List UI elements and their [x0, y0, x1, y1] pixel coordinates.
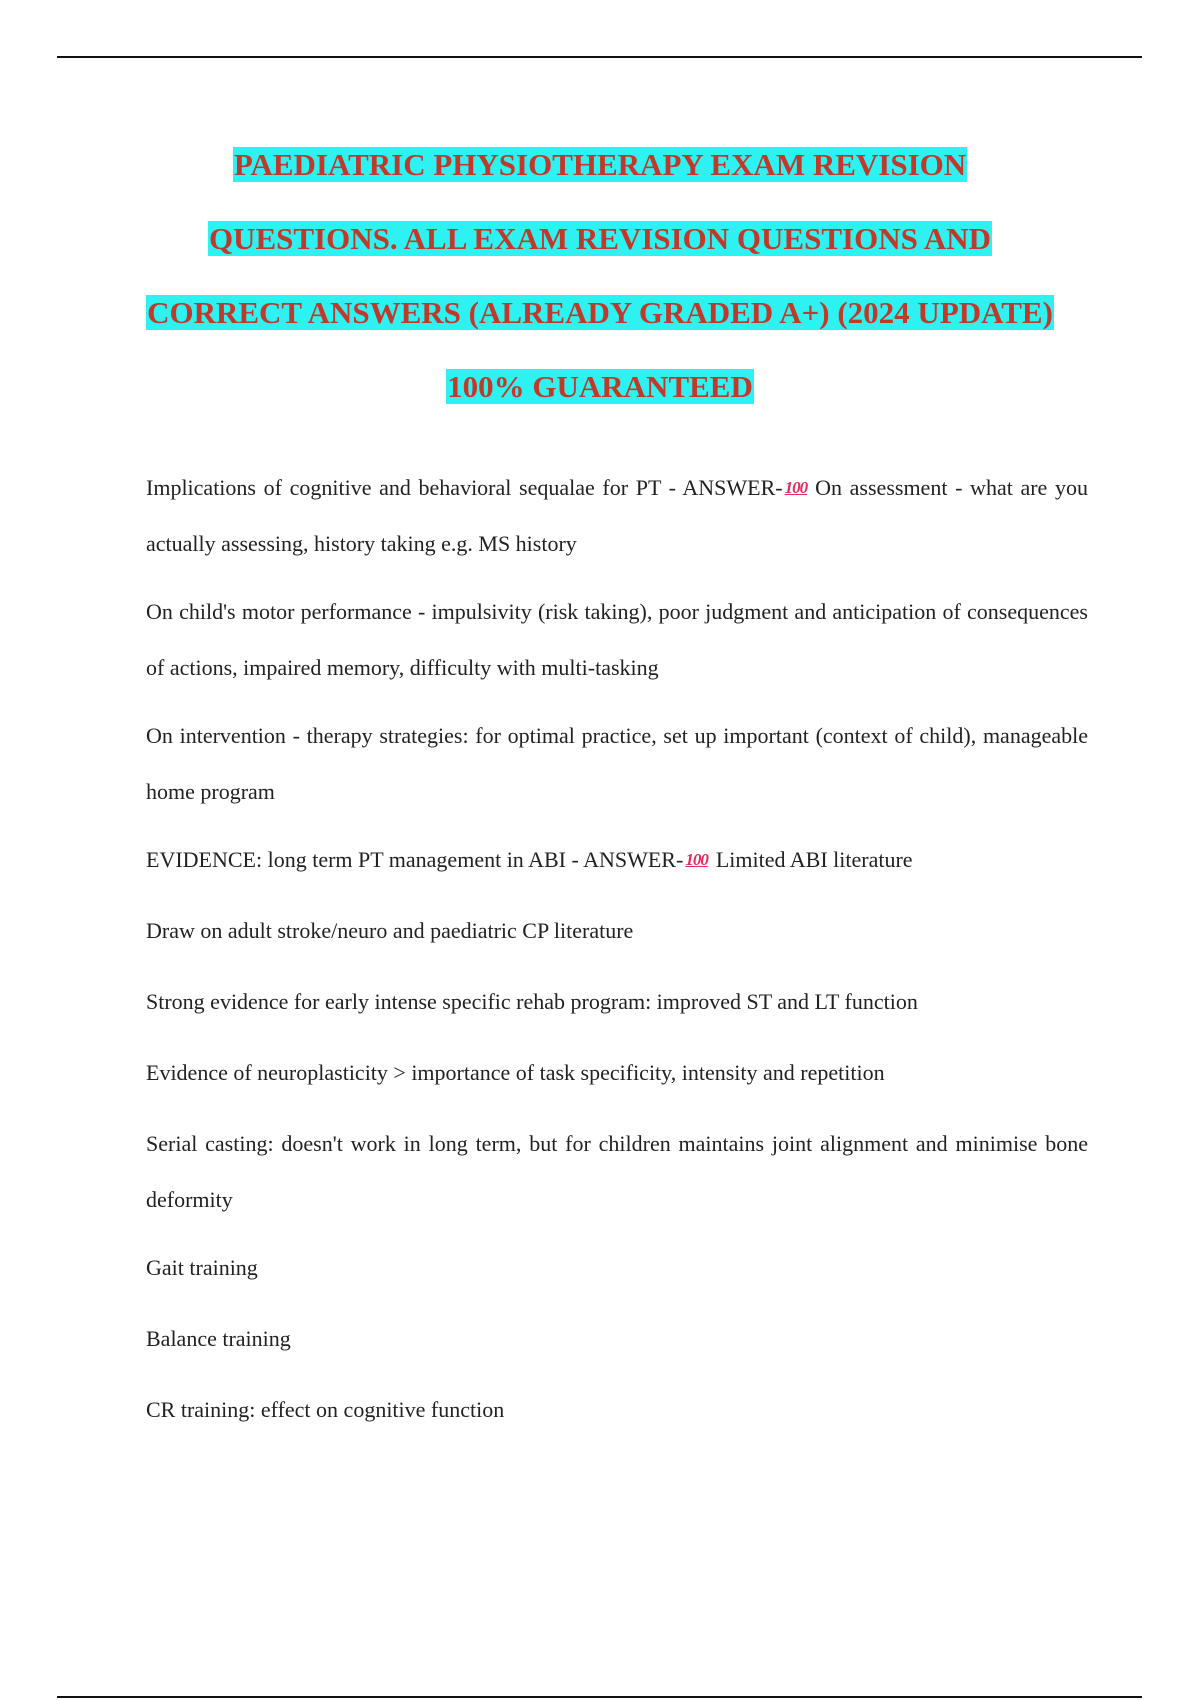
hundred-points-icon: 100: [685, 850, 708, 869]
body-paragraph: Draw on adult stroke/neuro and paediatric CP literature: [146, 918, 634, 943]
document-body: [146, 460, 1088, 1453]
body-paragraph: Balance training: [146, 1326, 291, 1351]
body-paragraph: Serial casting: doesn't work in long term, but for children maintains joint alignment and minimise bone deformity: [146, 1131, 1088, 1212]
answer-text: Limited ABI literature: [715, 847, 913, 872]
title-line-1-text: PAEDIATRIC PHYSIOTHERAPY EXAM REVISION: [233, 147, 967, 182]
question-text: Implications of cognitive and behavioral sequalae for PT - ANSWER-: [146, 475, 783, 500]
title-line-3: [120, 290, 1080, 364]
qa-paragraph: [146, 460, 1088, 572]
answer-text: On assessment - what are you actually assessing, history taking e.g. MS history: [146, 475, 1088, 556]
title-line-1: [120, 142, 1080, 216]
body-paragraph: On child's motor performance - impulsivity (risk taking), poor judgment and anticipation of consequences of actions, impaired memory, difficulty with multi-tasking: [146, 599, 1088, 680]
title-line-4: [120, 364, 1080, 438]
bottom-divider: [57, 1696, 1142, 1698]
body-paragraph: On intervention - therapy strategies: for optimal practice, set up important (context of child), manageable home program: [146, 723, 1088, 804]
body-paragraph: Strong evidence for early intense specific rehab program: improved ST and LT function: [146, 989, 918, 1014]
hundred-points-icon: 100: [784, 478, 808, 497]
title-line-4-text: 100% GUARANTEED: [447, 369, 753, 404]
body-paragraph: CR training: effect on cognitive function: [146, 1397, 505, 1422]
title-line-2-text: QUESTIONS. ALL EXAM REVISION QUESTIONS AND: [208, 221, 992, 256]
body-paragraph: Evidence of neuroplasticity > importance of task specificity, intensity and repetition: [146, 1060, 885, 1085]
qa-paragraph: [146, 832, 1088, 888]
question-text: EVIDENCE: long term PT management in ABI - ANSWER-: [146, 847, 684, 872]
title-line-3-text: CORRECT ANSWERS (ALREADY GRADED A+) (2024 UPDATE): [147, 295, 1053, 330]
title-line-2: [120, 216, 1080, 290]
top-divider: [57, 56, 1142, 58]
document-title: [120, 142, 1080, 438]
body-paragraph: Gait training: [146, 1255, 258, 1280]
